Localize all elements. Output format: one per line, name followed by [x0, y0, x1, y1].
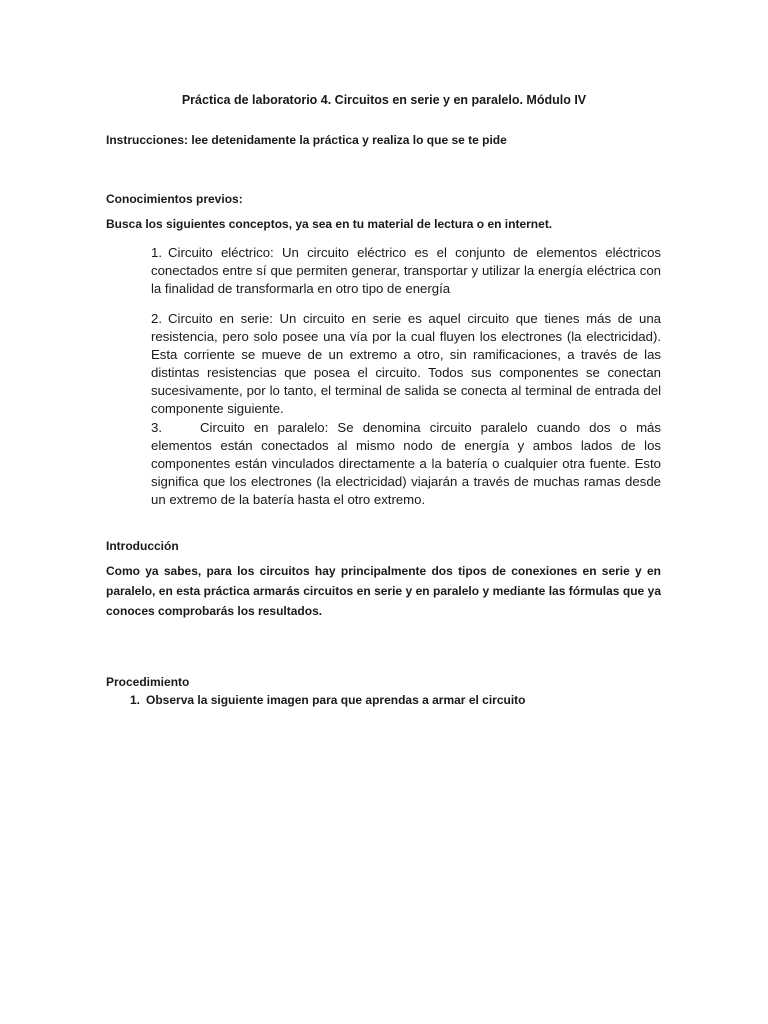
concept-item-parallel	[151, 419, 661, 509]
prior-knowledge-heading: Conocimientos previos:	[106, 192, 243, 206]
list-text: Observa la siguiente imagen para que aprendas a armar el circuito	[146, 693, 526, 707]
procedure-heading: Procedimiento	[106, 675, 190, 689]
page-title: Práctica de laboratorio 4. Circuitos en serie y en paralelo. Módulo IV	[181, 93, 587, 107]
list-number: 1.	[130, 693, 141, 707]
list-text: Circuito en serie: Un circuito en serie es aquel circuito que tienes más de una resistencia, pero solo posee una vía por la cual fluyen los electrones (la electricidad). Esta corriente se mueve de un extremo a otro, sin ramificaciones, a través de las distintas resistencias que posea el circuito. Todos sus componentes se conectan sucesivamente, por lo tanto, el terminal de salida se conecta al terminal de entrada del componente siguiente.	[151, 311, 661, 416]
concept-item-circuit	[151, 244, 661, 298]
prior-knowledge-intro: Busca los siguientes conceptos, ya sea en tu material de lectura o en internet.	[106, 217, 553, 231]
introduction-body: Como ya sabes, para los circuitos hay principalmente dos tipos de conexiones en serie y en paralelo, en esta práctica armarás circuitos en serie y en paralelo y mediante las fórmulas que ya conoces comprobarás los resultados.	[106, 564, 661, 618]
list-number: 2.	[151, 311, 162, 326]
list-text: Circuito en paralelo: Se denomina circuito paralelo cuando dos o más elementos están conectados al mismo nodo de energía y ambos lados de los componentes están vinculados directamente a la batería o cualquier otra fuente. Esto significa que los electrones (la electricidad) viajarán a través de muchas ramas desde un extremo de la batería hasta el otro extremo.	[151, 420, 661, 507]
list-text: Circuito eléctrico: Un circuito eléctrico es el conjunto de elementos eléctricos conectados entre sí que permiten generar, transportar y utilizar la energía eléctrica con la finalidad de transformarla en otro tipo de energía	[151, 245, 661, 296]
concept-item-series	[151, 310, 661, 418]
instructions-text: Instrucciones: lee detenidamente la práctica y realiza lo que se te pide	[106, 133, 507, 147]
procedure-step	[130, 693, 526, 707]
list-number: 1.	[151, 245, 162, 260]
introduction-heading: Introducción	[106, 539, 179, 553]
list-number: 3.	[151, 420, 162, 435]
